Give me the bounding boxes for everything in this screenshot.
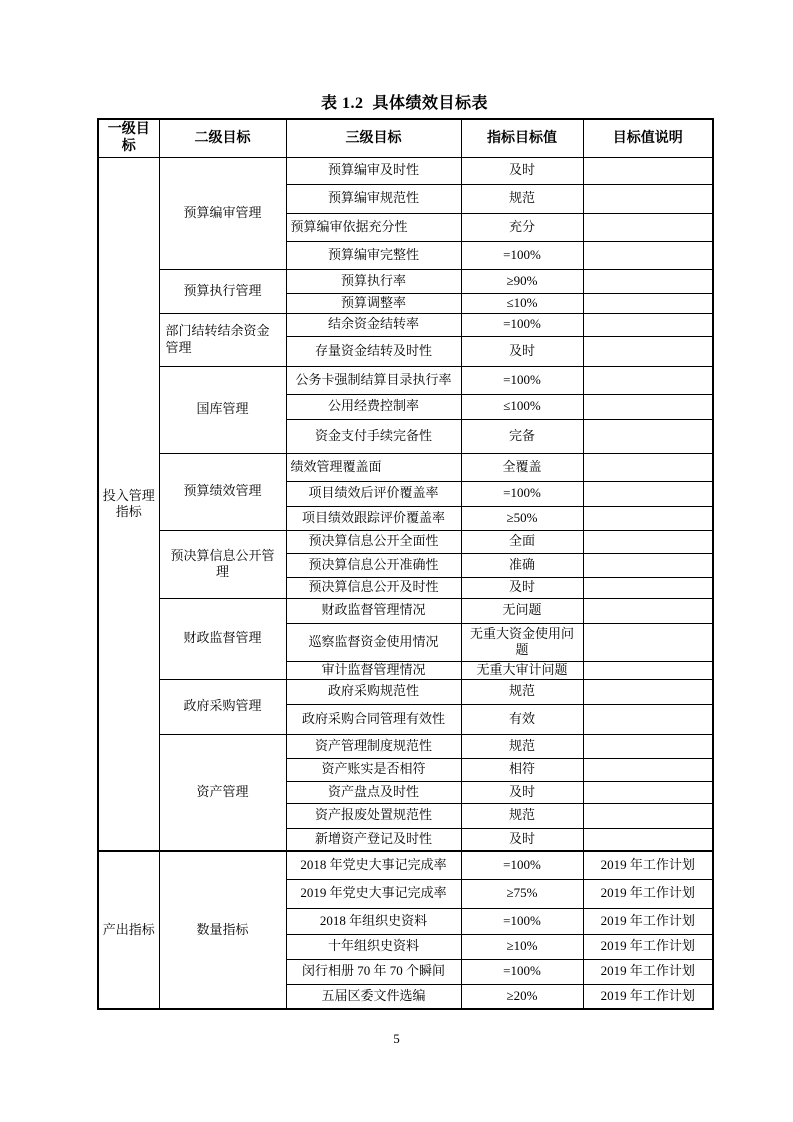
note-cell: [583, 758, 713, 781]
note-cell: [583, 241, 713, 269]
indicator-cell: 新增资产登记及时性: [286, 828, 461, 851]
target-value-cell: ≥90%: [461, 269, 583, 293]
indicator-cell: 政府采购规范性: [286, 679, 461, 704]
target-value-cell: 无重大资金使用问题: [461, 623, 583, 661]
table-row: [98, 679, 713, 704]
indicator-cell: 项目绩效跟踪评价覆盖率: [286, 506, 461, 530]
target-value-cell: 规范: [461, 679, 583, 704]
level2-goal-cell: 资产管理: [159, 734, 286, 851]
level2-goal-cell: 预算执行管理: [159, 269, 286, 313]
note-cell: [583, 481, 713, 506]
note-cell: [583, 366, 713, 394]
note-cell: [583, 704, 713, 734]
note-cell: [583, 394, 713, 419]
table-title: 表 1.2 具体绩效目标表: [320, 95, 488, 112]
indicator-cell: 财政监督管理情况: [286, 598, 461, 623]
note-cell: [583, 269, 713, 293]
column-header-value-note: 目标值说明: [583, 119, 713, 157]
table-row: [98, 366, 713, 394]
note-cell: [583, 623, 713, 661]
indicator-cell: 巡察监督资金使用情况: [286, 623, 461, 661]
target-value-cell: 规范: [461, 803, 583, 828]
indicator-cell: 公务卡强制结算目录执行率: [286, 366, 461, 394]
note-cell: [583, 313, 713, 336]
note-cell: [583, 184, 713, 213]
table-row: [98, 453, 713, 481]
indicator-cell: 预算编审及时性: [286, 157, 461, 184]
note-cell: [583, 553, 713, 577]
indicator-cell: 预决算信息公开准确性: [286, 553, 461, 577]
note-cell: [583, 577, 713, 598]
note-cell: 2019 年工作计划: [583, 934, 713, 959]
note-cell: [583, 661, 713, 679]
page-number: 5: [393, 1031, 400, 1046]
table-row: [98, 851, 713, 879]
indicator-cell: 绩效管理覆盖面: [286, 453, 461, 481]
indicator-cell: 预算编审规范性: [286, 184, 461, 213]
indicator-cell: 2018 年党史大事记完成率: [286, 851, 461, 879]
table-row: [98, 269, 713, 293]
note-cell: [583, 506, 713, 530]
indicator-cell: 资产管理制度规范性: [286, 734, 461, 758]
note-cell: [583, 293, 713, 313]
target-value-cell: 及时: [461, 157, 583, 184]
column-header-target-value: 指标目标值: [461, 119, 583, 157]
target-value-cell: =100%: [461, 241, 583, 269]
indicator-cell: 五届区委文件选编: [286, 984, 461, 1009]
table-row: [98, 313, 713, 336]
level2-goal-cell: 部门结转结余资金管理: [159, 313, 286, 366]
note-cell: [583, 679, 713, 704]
target-value-cell: ≥75%: [461, 879, 583, 908]
target-value-cell: ≤10%: [461, 293, 583, 313]
target-value-cell: =100%: [461, 366, 583, 394]
table-row: [98, 530, 713, 553]
table-row: [98, 157, 713, 184]
target-value-cell: 及时: [461, 577, 583, 598]
note-cell: [583, 828, 713, 851]
note-cell: [583, 213, 713, 241]
target-value-cell: 准确: [461, 553, 583, 577]
table-header-row: [98, 119, 713, 157]
indicator-cell: 资产盘点及时性: [286, 781, 461, 803]
target-value-cell: =100%: [461, 851, 583, 879]
target-value-cell: ≥50%: [461, 506, 583, 530]
indicator-cell: 项目绩效后评价覆盖率: [286, 481, 461, 506]
indicator-cell: 预决算信息公开全面性: [286, 530, 461, 553]
note-cell: [583, 781, 713, 803]
indicator-cell: 预算调整率: [286, 293, 461, 313]
level2-goal-cell: 国库管理: [159, 366, 286, 453]
level2-goal-cell: 政府采购管理: [159, 679, 286, 734]
note-cell: [583, 598, 713, 623]
level2-goal-cell: 财政监督管理: [159, 598, 286, 679]
note-cell: 2019 年工作计划: [583, 959, 713, 984]
level2-goal-cell: 预决算信息公开管理: [159, 530, 286, 598]
target-value-cell: =100%: [461, 481, 583, 506]
note-cell: [583, 453, 713, 481]
indicator-cell: 2019 年党史大事记完成率: [286, 879, 461, 908]
indicator-cell: 政府采购合同管理有效性: [286, 704, 461, 734]
note-cell: 2019 年工作计划: [583, 879, 713, 908]
column-header-level1-goal: 一级目标: [98, 119, 159, 157]
indicator-cell: 预算编审依据充分性: [286, 213, 461, 241]
level2-goal-cell: 数量指标: [159, 851, 286, 1009]
indicator-cell: 2018 年组织史资料: [286, 908, 461, 934]
note-cell: [583, 419, 713, 453]
indicator-cell: 十年组织史资料: [286, 934, 461, 959]
table-row: [98, 734, 713, 758]
indicator-cell: 预算执行率: [286, 269, 461, 293]
level2-goal-cell: 预算绩效管理: [159, 453, 286, 530]
target-value-cell: 规范: [461, 184, 583, 213]
note-cell: [583, 734, 713, 758]
target-value-cell: 无问题: [461, 598, 583, 623]
indicator-cell: 预算编审完整性: [286, 241, 461, 269]
column-header-level2-goal: 二级目标: [159, 119, 286, 157]
note-cell: 2019 年工作计划: [583, 908, 713, 934]
target-value-cell: =100%: [461, 908, 583, 934]
target-value-cell: 及时: [461, 781, 583, 803]
target-value-cell: ≤100%: [461, 394, 583, 419]
target-value-cell: 全覆盖: [461, 453, 583, 481]
indicator-cell: 存量资金结转及时性: [286, 336, 461, 366]
note-cell: [583, 803, 713, 828]
table-row: [98, 598, 713, 623]
target-value-cell: 规范: [461, 734, 583, 758]
column-header-level3-goal: 三级目标: [286, 119, 461, 157]
performance-goal-table: [97, 118, 714, 1010]
level2-goal-cell: 预算编审管理: [159, 157, 286, 269]
note-cell: [583, 157, 713, 184]
target-value-cell: 完备: [461, 419, 583, 453]
target-value-cell: =100%: [461, 959, 583, 984]
indicator-cell: 结余资金结转率: [286, 313, 461, 336]
indicator-cell: 资产报废处置规范性: [286, 803, 461, 828]
indicator-cell: 资产账实是否相符: [286, 758, 461, 781]
target-value-cell: ≥10%: [461, 934, 583, 959]
note-cell: [583, 530, 713, 553]
indicator-cell: 审计监督管理情况: [286, 661, 461, 679]
level1-goal-cell: 产出指标: [98, 851, 159, 1009]
document-content: [97, 94, 712, 1010]
target-value-cell: 全面: [461, 530, 583, 553]
target-value-cell: 无重大审计问题: [461, 661, 583, 679]
target-value-cell: 有效: [461, 704, 583, 734]
indicator-cell: 闵行相册 70 年 70 个瞬间: [286, 959, 461, 984]
level1-goal-cell: 投入管理指标: [98, 157, 159, 851]
table-body: [98, 157, 713, 1009]
note-cell: 2019 年工作计划: [583, 851, 713, 879]
target-value-cell: 及时: [461, 828, 583, 851]
target-value-cell: ≥20%: [461, 984, 583, 1009]
target-value-cell: 及时: [461, 336, 583, 366]
indicator-cell: 预决算信息公开及时性: [286, 577, 461, 598]
indicator-cell: 资金支付手续完备性: [286, 419, 461, 453]
indicator-cell: 公用经费控制率: [286, 394, 461, 419]
note-cell: [583, 336, 713, 366]
target-value-cell: =100%: [461, 313, 583, 336]
note-cell: 2019 年工作计划: [583, 984, 713, 1009]
target-value-cell: 充分: [461, 213, 583, 241]
target-value-cell: 相符: [461, 758, 583, 781]
